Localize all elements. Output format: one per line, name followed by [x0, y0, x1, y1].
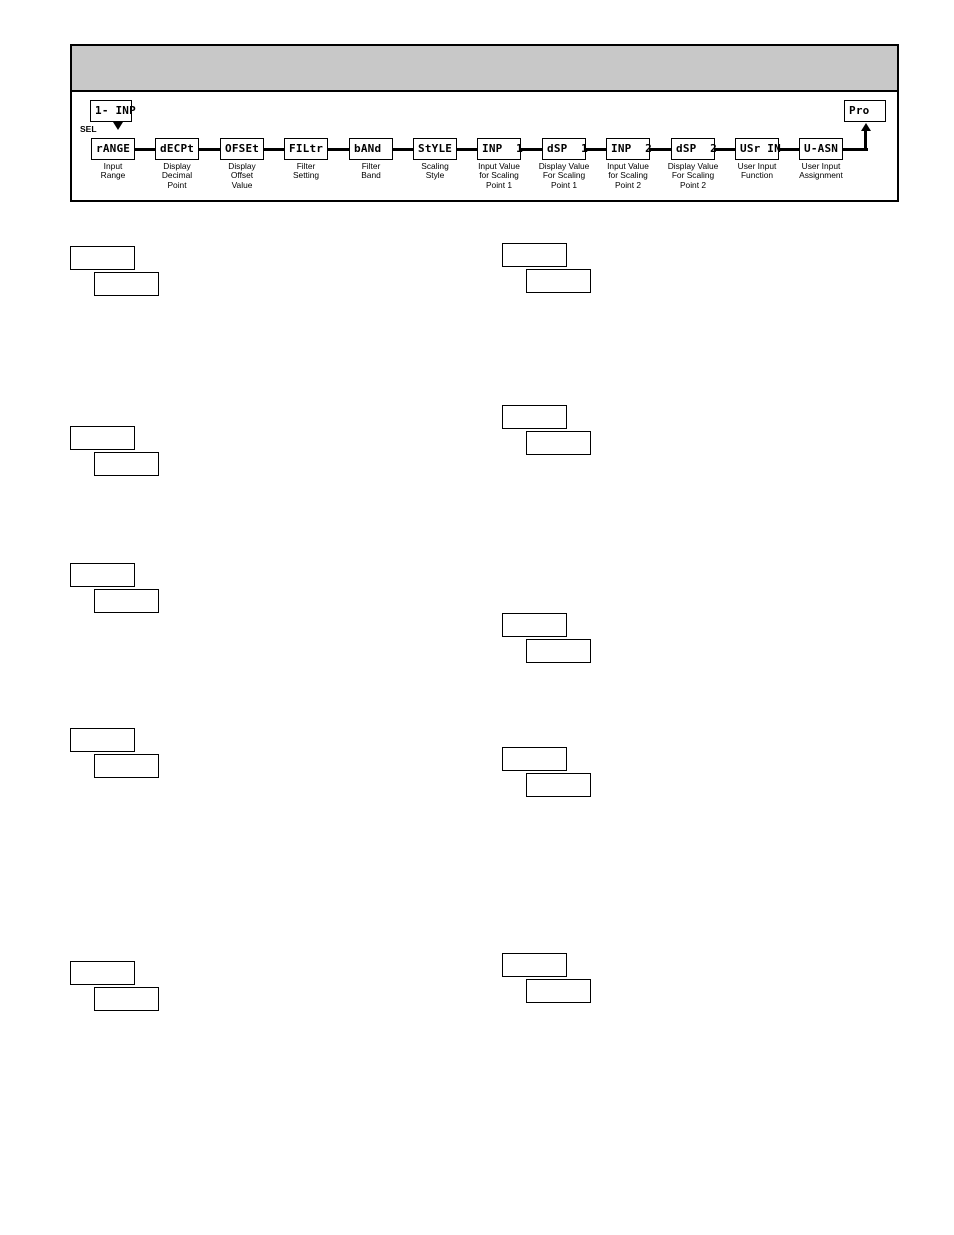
arrow-up-icon [861, 123, 871, 131]
param-box-top [502, 953, 567, 977]
flow-step-display: rANGE [91, 138, 135, 160]
param-box-bottom [94, 272, 159, 296]
flow-step-caption: Display Decimal Point [161, 161, 193, 190]
flow-step-caption: User Input Function [737, 161, 777, 181]
param-box-top [70, 246, 135, 270]
flow-step-caption: Input Value for Scaling Point 1 [478, 161, 520, 190]
param-box-bottom [94, 754, 159, 778]
param-box-bottom [526, 269, 591, 293]
flow-step-display: StYLE [413, 138, 457, 160]
flow-step-display: bANd [349, 138, 393, 160]
flow-step-caption: Display Offset Value [228, 161, 256, 190]
flow-step-display: FILtr [284, 138, 328, 160]
flow-step-caption: Display Value For Scaling Point 1 [538, 161, 590, 190]
flow-step-display: INP 1 [477, 138, 521, 160]
exit-connector [864, 129, 867, 150]
param-box-top [70, 728, 135, 752]
flow-step-display: USr IN [735, 138, 779, 160]
flow-step-display: INP 2 [606, 138, 650, 160]
param-box-bottom [526, 431, 591, 455]
param-box-bottom [94, 452, 159, 476]
flow-step-caption: Input Value for Scaling Point 2 [607, 161, 649, 190]
flow-step-caption: Filter Setting [292, 161, 320, 181]
flow-step-caption: Input Range [100, 161, 126, 181]
flow-step-display: dECPt [155, 138, 199, 160]
param-box-bottom [526, 639, 591, 663]
flow-step-caption: User Input Assignment [799, 161, 843, 181]
param-box-top [502, 243, 567, 267]
param-box-top [70, 961, 135, 985]
flow-step-caption: Filter Band [361, 161, 381, 181]
param-box-bottom [526, 979, 591, 1003]
flow-step-display: U-ASN [799, 138, 843, 160]
flow-step-display: OFSEt [220, 138, 264, 160]
param-box-top [502, 613, 567, 637]
banner-header-bar [72, 46, 897, 92]
exit-display: Pro [844, 100, 886, 122]
flow-step-display: dSP 2 [671, 138, 715, 160]
param-box-top [502, 405, 567, 429]
arrow-down-icon [113, 122, 123, 130]
flow-step-display: dSP 1 [542, 138, 586, 160]
entry-display: 1- INP [90, 100, 132, 122]
sel-label: SEL [80, 124, 97, 134]
param-box-top [502, 747, 567, 771]
param-box-top [70, 563, 135, 587]
param-box-bottom [526, 773, 591, 797]
param-box-bottom [94, 589, 159, 613]
param-box-bottom [94, 987, 159, 1011]
param-box-top [70, 426, 135, 450]
flow-step-caption: Display Value For Scaling Point 2 [667, 161, 719, 190]
flow-step-caption: Scaling Style [421, 161, 449, 181]
